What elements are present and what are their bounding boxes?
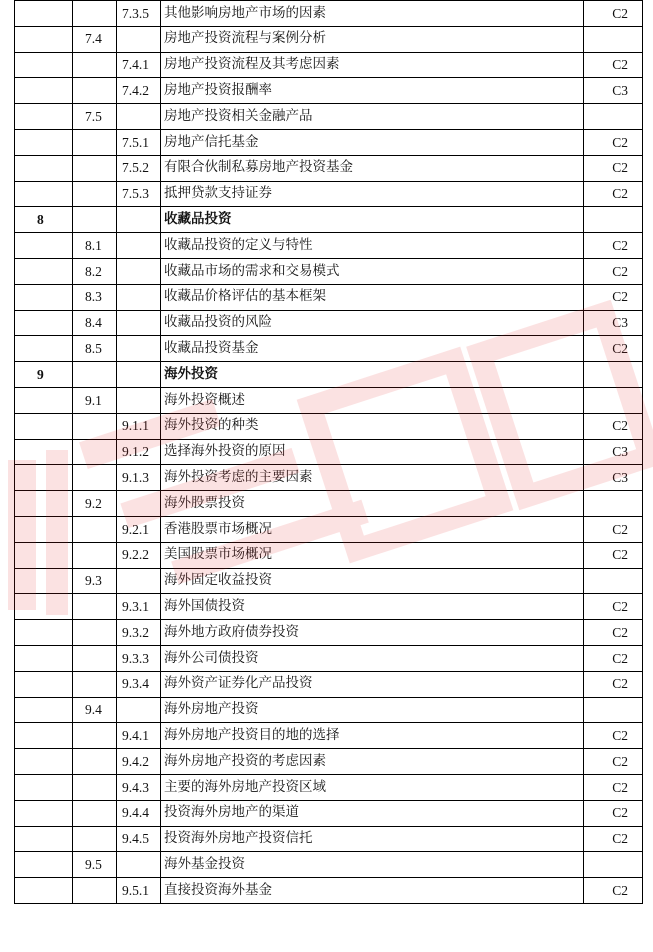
topic-title: 海外投资 [161, 362, 584, 388]
table-row [15, 207, 643, 233]
section-number: 8.3 [73, 284, 117, 310]
subsection-number: 9.4.3 [117, 774, 161, 800]
section-number [73, 362, 117, 388]
topic-title: 有限合伙制私募房地产投资基金 [161, 155, 584, 181]
chapter-number [15, 1, 73, 27]
topic-title: 收藏品投资的定义与特性 [161, 233, 584, 259]
subsection-number: 9.5.1 [117, 878, 161, 904]
chapter-number [15, 233, 73, 259]
grade-level: C3 [584, 78, 643, 104]
grade-level: C2 [584, 155, 643, 181]
topic-title: 海外投资考虑的主要因素 [161, 465, 584, 491]
grade-level: C2 [584, 52, 643, 78]
section-number: 8.1 [73, 233, 117, 259]
chapter-number [15, 52, 73, 78]
grade-level [584, 568, 643, 594]
chapter-number [15, 620, 73, 646]
chapter-number [15, 439, 73, 465]
table-row [15, 542, 643, 568]
section-number [73, 774, 117, 800]
chapter-number [15, 155, 73, 181]
chapter-number [15, 826, 73, 852]
grade-level [584, 852, 643, 878]
chapter-number [15, 181, 73, 207]
table-row [15, 774, 643, 800]
grade-level: C3 [584, 310, 643, 336]
grade-level [584, 104, 643, 130]
section-number: 9.4 [73, 697, 117, 723]
grade-level [584, 207, 643, 233]
topic-title: 抵押贷款支持证券 [161, 181, 584, 207]
grade-level: C2 [584, 542, 643, 568]
chapter-number: 9 [15, 362, 73, 388]
section-number [73, 749, 117, 775]
table-row [15, 697, 643, 723]
section-number [73, 620, 117, 646]
section-number [73, 594, 117, 620]
table-row [15, 749, 643, 775]
subsection-number: 9.1.2 [117, 439, 161, 465]
subsection-number [117, 568, 161, 594]
topic-title: 投资海外房地产投资信托 [161, 826, 584, 852]
grade-level: C2 [584, 181, 643, 207]
chapter-number [15, 878, 73, 904]
subsection-number [117, 362, 161, 388]
subsection-number: 9.4.1 [117, 723, 161, 749]
grade-level: C2 [584, 284, 643, 310]
section-number [73, 465, 117, 491]
section-number: 9.5 [73, 852, 117, 878]
topic-title: 其他影响房地产市场的因素 [161, 1, 584, 27]
subsection-number: 9.3.4 [117, 671, 161, 697]
table-row [15, 181, 643, 207]
subsection-number: 9.2.2 [117, 542, 161, 568]
grade-level: C2 [584, 413, 643, 439]
grade-level: C3 [584, 465, 643, 491]
topic-title: 房地产投资相关金融产品 [161, 104, 584, 130]
subsection-number: 9.2.1 [117, 516, 161, 542]
section-number [73, 155, 117, 181]
subsection-number: 9.4.5 [117, 826, 161, 852]
chapter-number [15, 129, 73, 155]
table-row [15, 233, 643, 259]
table-row [15, 465, 643, 491]
chapter-number [15, 800, 73, 826]
chapter-number [15, 284, 73, 310]
table-row [15, 671, 643, 697]
section-number [73, 52, 117, 78]
subsection-number: 9.3.1 [117, 594, 161, 620]
grade-level [584, 362, 643, 388]
section-number [73, 129, 117, 155]
topic-title: 收藏品价格评估的基本框架 [161, 284, 584, 310]
table-row [15, 26, 643, 52]
chapter-number [15, 542, 73, 568]
table-row [15, 258, 643, 284]
chapter-number [15, 774, 73, 800]
syllabus-page [14, 0, 642, 904]
subsection-number [117, 233, 161, 259]
section-number [73, 826, 117, 852]
topic-title: 房地产投资流程及其考虑因素 [161, 52, 584, 78]
table-row [15, 723, 643, 749]
table-row [15, 284, 643, 310]
subsection-number: 9.3.2 [117, 620, 161, 646]
grade-level: C2 [584, 594, 643, 620]
grade-level: C2 [584, 516, 643, 542]
table-row [15, 336, 643, 362]
table-row [15, 362, 643, 388]
section-number [73, 1, 117, 27]
subsection-number: 7.4.2 [117, 78, 161, 104]
chapter-number [15, 516, 73, 542]
topic-title: 直接投资海外基金 [161, 878, 584, 904]
subsection-number [117, 258, 161, 284]
section-number [73, 878, 117, 904]
topic-title: 房地产投资报酬率 [161, 78, 584, 104]
subsection-number [117, 697, 161, 723]
table-row [15, 800, 643, 826]
table-row [15, 852, 643, 878]
chapter-number [15, 387, 73, 413]
topic-title: 美国股票市场概况 [161, 542, 584, 568]
section-number [73, 671, 117, 697]
table-row [15, 594, 643, 620]
subsection-number [117, 104, 161, 130]
subsection-number [117, 387, 161, 413]
topic-title: 海外固定收益投资 [161, 568, 584, 594]
topic-title: 海外投资概述 [161, 387, 584, 413]
topic-title: 海外国债投资 [161, 594, 584, 620]
grade-level: C2 [584, 129, 643, 155]
subsection-number: 7.4.1 [117, 52, 161, 78]
syllabus-table [14, 0, 643, 904]
chapter-number [15, 78, 73, 104]
subsection-number [117, 284, 161, 310]
table-row [15, 387, 643, 413]
syllabus-table-body [15, 1, 643, 904]
topic-title: 海外房地产投资目的地的选择 [161, 723, 584, 749]
topic-title: 海外股票投资 [161, 491, 584, 517]
topic-title: 海外投资的种类 [161, 413, 584, 439]
section-number: 8.5 [73, 336, 117, 362]
grade-level: C2 [584, 723, 643, 749]
chapter-number [15, 465, 73, 491]
subsection-number: 7.5.1 [117, 129, 161, 155]
topic-title: 收藏品市场的需求和交易模式 [161, 258, 584, 284]
grade-level: C3 [584, 439, 643, 465]
section-number [73, 181, 117, 207]
chapter-number [15, 697, 73, 723]
section-number [73, 516, 117, 542]
topic-title: 海外房地产投资的考虑因素 [161, 749, 584, 775]
subsection-number [117, 336, 161, 362]
grade-level: C2 [584, 800, 643, 826]
chapter-number [15, 594, 73, 620]
table-row [15, 439, 643, 465]
table-row [15, 620, 643, 646]
table-row [15, 155, 643, 181]
topic-title: 选择海外投资的原因 [161, 439, 584, 465]
grade-level: C2 [584, 878, 643, 904]
section-number [73, 800, 117, 826]
topic-title: 海外资产证券化产品投资 [161, 671, 584, 697]
section-number [73, 207, 117, 233]
subsection-number: 7.3.5 [117, 1, 161, 27]
grade-level [584, 387, 643, 413]
grade-level: C2 [584, 233, 643, 259]
grade-level [584, 491, 643, 517]
table-row [15, 1, 643, 27]
subsection-number: 9.1.3 [117, 465, 161, 491]
chapter-number [15, 671, 73, 697]
table-row [15, 516, 643, 542]
grade-level [584, 697, 643, 723]
grade-level: C2 [584, 336, 643, 362]
chapter-number [15, 413, 73, 439]
chapter-number [15, 26, 73, 52]
subsection-number [117, 852, 161, 878]
section-number: 7.5 [73, 104, 117, 130]
topic-title: 收藏品投资基金 [161, 336, 584, 362]
grade-level: C2 [584, 1, 643, 27]
topic-title: 收藏品投资 [161, 207, 584, 233]
grade-level: C2 [584, 645, 643, 671]
section-number: 7.4 [73, 26, 117, 52]
chapter-number [15, 723, 73, 749]
grade-level: C2 [584, 258, 643, 284]
table-row [15, 413, 643, 439]
chapter-number [15, 852, 73, 878]
chapter-number [15, 491, 73, 517]
subsection-number: 9.4.2 [117, 749, 161, 775]
subsection-number: 9.1.1 [117, 413, 161, 439]
chapter-number [15, 645, 73, 671]
table-row [15, 78, 643, 104]
chapter-number [15, 258, 73, 284]
subsection-number: 7.5.2 [117, 155, 161, 181]
topic-title: 海外房地产投资 [161, 697, 584, 723]
subsection-number: 7.5.3 [117, 181, 161, 207]
topic-title: 房地产投资流程与案例分析 [161, 26, 584, 52]
section-number [73, 78, 117, 104]
subsection-number: 9.4.4 [117, 800, 161, 826]
chapter-number [15, 310, 73, 336]
topic-title: 主要的海外房地产投资区域 [161, 774, 584, 800]
section-number [73, 413, 117, 439]
table-row [15, 52, 643, 78]
section-number [73, 439, 117, 465]
chapter-number [15, 568, 73, 594]
subsection-number [117, 310, 161, 336]
section-number: 8.2 [73, 258, 117, 284]
topic-title: 房地产信托基金 [161, 129, 584, 155]
table-row [15, 310, 643, 336]
table-row [15, 104, 643, 130]
table-row [15, 491, 643, 517]
grade-level: C2 [584, 826, 643, 852]
subsection-number: 9.3.3 [117, 645, 161, 671]
grade-level: C2 [584, 749, 643, 775]
table-row [15, 568, 643, 594]
topic-title: 香港股票市场概况 [161, 516, 584, 542]
section-number [73, 645, 117, 671]
subsection-number [117, 26, 161, 52]
subsection-number [117, 491, 161, 517]
section-number: 9.3 [73, 568, 117, 594]
table-row [15, 645, 643, 671]
section-number [73, 723, 117, 749]
subsection-number [117, 207, 161, 233]
chapter-number [15, 104, 73, 130]
section-number: 9.2 [73, 491, 117, 517]
section-number [73, 542, 117, 568]
table-row [15, 826, 643, 852]
topic-title: 海外公司债投资 [161, 645, 584, 671]
topic-title: 海外基金投资 [161, 852, 584, 878]
topic-title: 投资海外房地产的渠道 [161, 800, 584, 826]
section-number: 8.4 [73, 310, 117, 336]
chapter-number: 8 [15, 207, 73, 233]
section-number: 9.1 [73, 387, 117, 413]
grade-level [584, 26, 643, 52]
table-row [15, 129, 643, 155]
chapter-number [15, 749, 73, 775]
topic-title: 海外地方政府债券投资 [161, 620, 584, 646]
grade-level: C2 [584, 774, 643, 800]
grade-level: C2 [584, 671, 643, 697]
chapter-number [15, 336, 73, 362]
table-row [15, 878, 643, 904]
grade-level: C2 [584, 620, 643, 646]
topic-title: 收藏品投资的风险 [161, 310, 584, 336]
